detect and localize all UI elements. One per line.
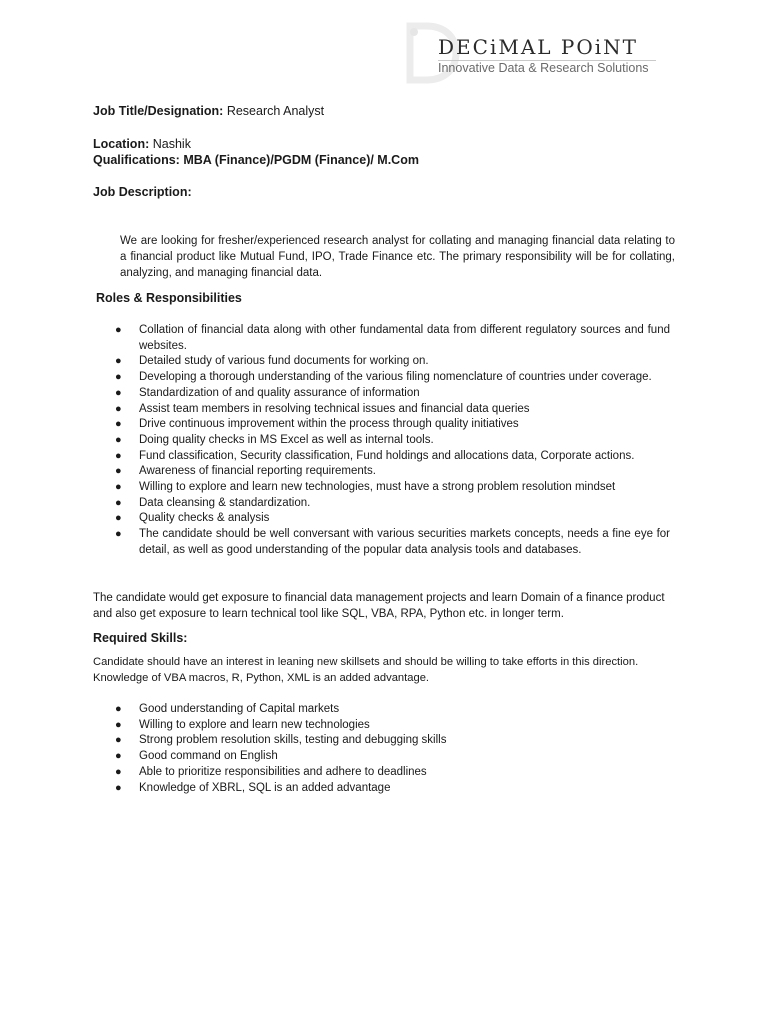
qualifications-line: [93, 153, 419, 167]
list-item: ● Good command on English: [112, 749, 672, 765]
list-item: ● Willing to explore and learn new technologies, must have a strong problem resolution mindset: [112, 480, 670, 496]
qualifications-label: Qualifications:: [93, 153, 180, 167]
bullet-icon: ●: [115, 371, 122, 384]
bullet-icon: ●: [115, 496, 122, 509]
roles-heading: Roles & Responsibilities: [96, 291, 242, 305]
list-item: ● Drive continuous improvement within the process through quality initiatives: [112, 417, 670, 433]
list-item: ● Doing quality checks in MS Excel as well as internal tools.: [112, 433, 670, 449]
qualifications-value: MBA (Finance)/PGDM (Finance)/ M.Com: [183, 153, 419, 167]
list-item: ● Willing to explore and learn new technologies: [112, 718, 672, 734]
bullet-icon: ●: [115, 765, 122, 778]
list-item: ● Standardization of and quality assurance of information: [112, 386, 670, 402]
list-item: ● Knowledge of XBRL, SQL is an added advantage: [112, 781, 672, 797]
bullet-icon: ●: [115, 355, 122, 368]
brand-name: DECiMAL POiNT: [438, 35, 638, 59]
job-title-line: [93, 104, 324, 118]
job-intro-paragraph: We are looking for fresher/experienced research analyst for collating and managing financial data relating to a financial product like Mutual Fund, IPO, Trade Finance etc. The primary responsibility will be for collating, analyzing, and managing financial data.: [120, 235, 675, 279]
bullet-icon: ●: [115, 528, 122, 541]
skills-intro-paragraph: Candidate should have an interest in leaning new skillsets and should be willing to take efforts in this direction. Knowledge of VBA macros, R, Python, XML is an added advantage.: [93, 656, 639, 684]
bullet-icon: ●: [115, 386, 122, 399]
bullet-icon: ●: [115, 433, 122, 446]
bullet-icon: ●: [115, 750, 122, 763]
bullet-icon: ●: [115, 512, 122, 525]
list-item: ● Detailed study of various fund documents for working on.: [112, 354, 670, 370]
bullet-icon: ●: [115, 781, 122, 794]
bullet-icon: ●: [115, 324, 122, 336]
skills-list: [112, 702, 672, 796]
list-item: ● Able to prioritize responsibilities and adhere to deadlines: [112, 765, 672, 781]
list-item: ● Good understanding of Capital markets: [112, 702, 672, 718]
list-item: ● Assist team members in resolving technical issues and financial data queries: [112, 402, 670, 418]
bullet-icon: ●: [115, 703, 122, 715]
company-logo: [398, 20, 668, 84]
bullet-icon: ●: [115, 418, 122, 431]
list-item: ● The candidate should be well conversant with various securities markets concepts, needs a fine eye for detail, as well as good understanding of the popular data analysis tools and databases.: [115, 528, 670, 556]
job-title-value: Research Analyst: [226, 104, 325, 118]
list-item: ● Awareness of financial reporting requirements.: [112, 464, 670, 480]
job-title-label: Job Title/Designation:: [93, 104, 224, 118]
brand-tagline: Innovative Data & Research Solutions: [438, 61, 649, 75]
bullet-icon: ●: [115, 718, 122, 731]
list-item: ● Developing a thorough understanding of the various filing nomenclature of countries under coverage.: [112, 370, 670, 386]
roles-list: [112, 323, 670, 559]
bullet-icon: ●: [115, 449, 122, 462]
location-line: [93, 137, 191, 151]
list-item: ● Quality checks & analysis: [112, 511, 670, 527]
bullet-icon: ●: [115, 402, 122, 415]
list-item: ● Fund classification, Security classification, Fund holdings and allocations data, Corporate actions.: [112, 449, 670, 465]
bullet-icon: ●: [115, 481, 122, 494]
location-label: Location:: [93, 137, 150, 151]
list-item: ● Strong problem resolution skills, testing and debugging skills: [112, 733, 672, 749]
list-item: ● Data cleansing & standardization.: [112, 496, 670, 512]
bullet-icon: ●: [115, 734, 122, 747]
job-description-heading: Job Description:: [93, 185, 192, 199]
list-item: ● Collation of financial data along with other fundamental data from different regulatory sources and fund websites.: [115, 324, 670, 352]
required-skills-heading: Required Skills:: [93, 631, 188, 645]
bullet-icon: ●: [115, 465, 122, 478]
exposure-paragraph: The candidate would get exposure to financial data management projects and learn Domain of a finance product and also get exposure to learn technical tool like SQL, VBA, RPA, Python etc. in longer term.: [93, 592, 665, 620]
location-value: Nashik: [152, 137, 191, 151]
